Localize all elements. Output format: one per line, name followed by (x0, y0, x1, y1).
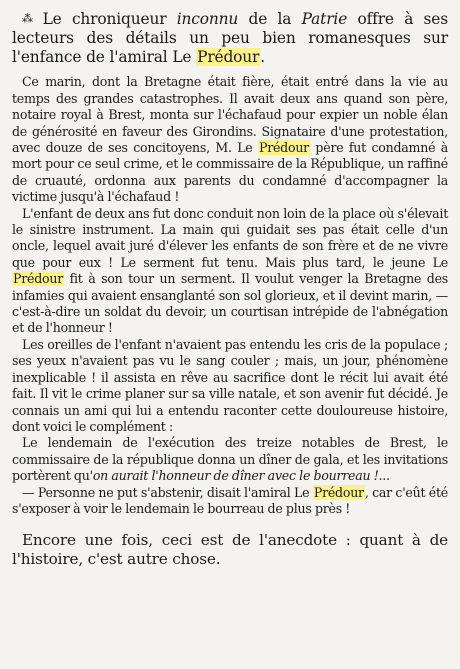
paragraph-4-text-a: Le lendemain de l'exécution des treize notables de Brest, le commissaire de la république donna un dîner de gala, et les invitations portèrent qu' (12, 435, 448, 484)
intro-text-3: offre à ses lecteurs des détails un peu bien romanesques sur l'enfance de l'amiral Le (12, 10, 448, 66)
highlighted-name: Prédour (258, 140, 309, 156)
intro-paragraph (12, 10, 448, 66)
highlighted-name: Prédour (197, 47, 260, 66)
asterism-ornament: ⁂ (22, 12, 37, 25)
highlighted-name: Prédour (13, 271, 63, 287)
paragraph-3 (12, 337, 448, 435)
paragraph-4-emphasis: on aurait l'honneur de dîner avec le bourreau ! (92, 468, 379, 484)
paragraph-5-text-b: , car c'eût été s'exposer à voir le lendemain le bourreau de plus près ! (12, 484, 448, 516)
paragraph-1-text-b: père fut condamné à mort pour ce seul crime, et le commissaire de la République, un raffiné de cruauté, ordonna aux parents du condamné d'accompagner la victime jusqu'à l'échafaud ! (12, 140, 448, 205)
paragraph-2-text-b: fit à son tour un serment. Il voulut venger la Bretagne des infamies qui avaient ensanglanté son sol glorieux, et il devint marin, — c'est-à-dire un soldat du devoir, un courtisan intrépide de l'abnégation et de l'honneur ! (12, 271, 448, 336)
paragraph-2 (12, 206, 448, 337)
paragraph-1 (12, 74, 448, 205)
intro-text-1: Le chroniqueur (42, 10, 177, 28)
intro-text-4: . (260, 47, 266, 66)
closing-paragraph: Encore une fois, ceci est de l'anecdote : quant à de l'histoire, c'est autre chose. (12, 531, 448, 568)
paragraph-5 (12, 485, 448, 518)
paragraph-5-text-a: — Personne ne put s'abstenir, disait l'amiral Le (22, 484, 313, 500)
intro-emphasis-patrie: Patrie (301, 10, 348, 28)
paragraph-4-text-b: ... (378, 468, 390, 484)
article-body (12, 74, 448, 517)
paragraph-4 (12, 435, 448, 484)
paragraph-1-text-a: Ce marin, dont la Bretagne était fière, était entré dans la vie au temps des grandes catastrophes. Il avait deux ans quand son père, notaire royal à Brest, monta sur l'échafaud pour expier un noble élan de générosité en faveur des Girondins. Signataire d'une protestation, avec douze de ses concitoyens, M. Le (12, 74, 448, 156)
intro-emphasis-inconnu: inconnu (176, 10, 239, 28)
highlighted-name: Prédour (313, 484, 364, 500)
paragraph-2-text-a: L'enfant de deux ans fut donc conduit non loin de la place où s'élevait le sinistre instrument. La main qui guidait ses pas était celle d'un oncle, lequel avait juré d'élever les enfants de son frère et de ne vivre que pour eux ! Le serment fut tenu. Mais plus tard, le jeune Le (12, 205, 448, 270)
paragraph-3-text: Les oreilles de l'enfant n'avaient pas entendu les cris de la populace ; ses yeux n'avaient pas vu le sang couler ; mais, un jour, phénomène inexplicable ! il assista en rêve au sacrifice dont le récit lui avait été fait. Il vit le crime planer sur sa ville natale, et son avenir fut décidé. Je connais un ami qui lui a entendu raconter cette douloureuse histoire, dont voici le complément : (12, 336, 448, 434)
intro-text-2: de la (238, 10, 302, 28)
